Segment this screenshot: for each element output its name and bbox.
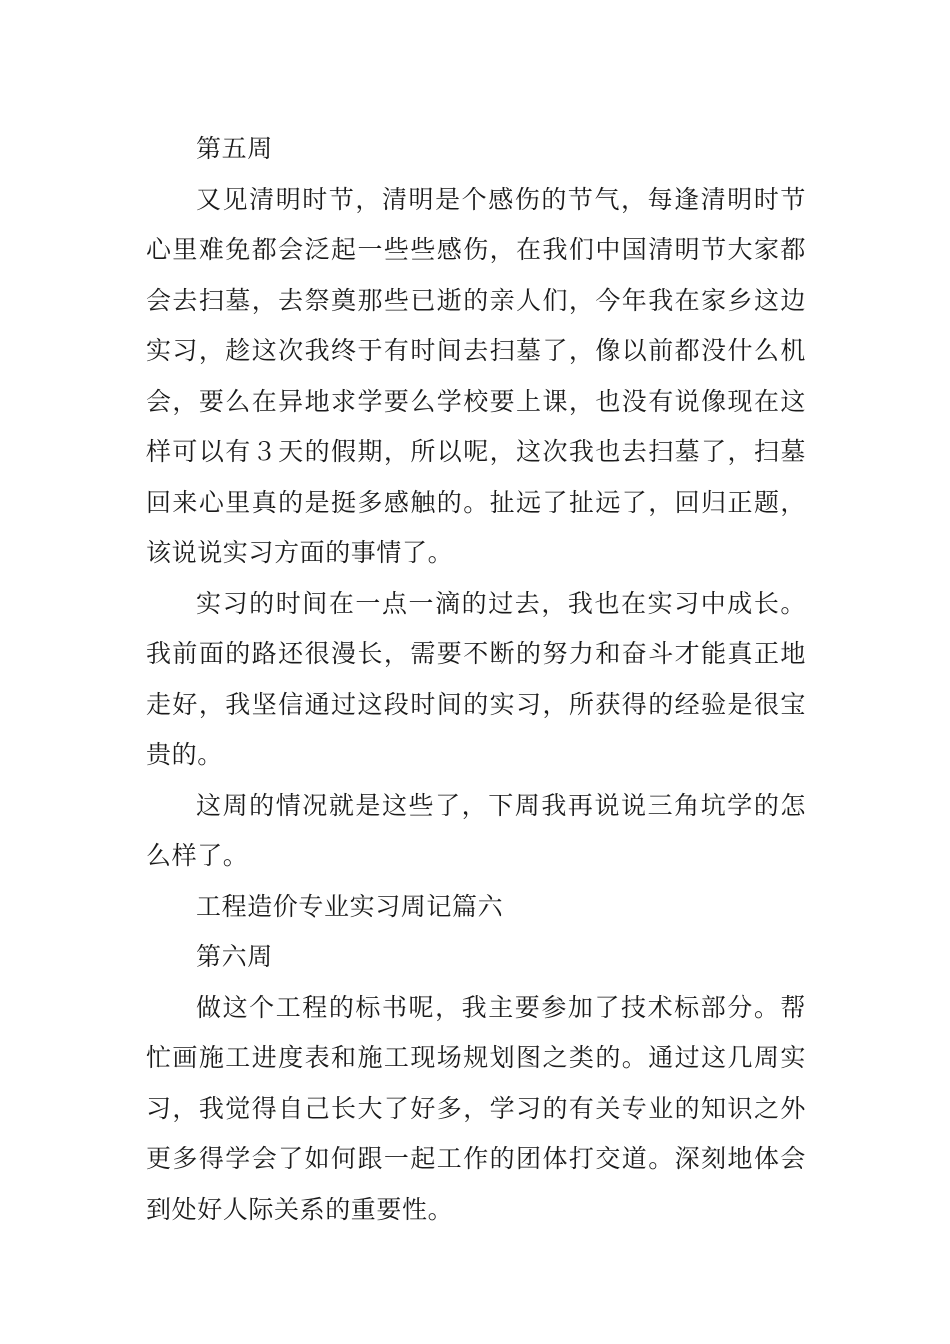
week5-paragraph-1: 又见清明时节，清明是个感伤的节气，每逢清明时节心里难免都会泛起一些些感伤，在我们中国清明节大家都会去扫墓，去祭奠那些已逝的亲人们，今年我在家乡这边实习，趁这次我终于有时间去扫墓了，像以前都没什么机会，要么在异地求学要么学校要上课，也没有说像现在这样可以有３天的假期，所以呢，这次我也去扫墓了，扫墓回来心里真的是挺多感触的。扯远了扯远了，回归正题，该说说实习方面的事情了。 — [146, 184, 806, 567]
week6-paragraph-1: 做这个工程的标书呢，我主要参加了技术标部分。帮忙画施工进度表和施工现场规划图之类的。通过这几周实习，我觉得自己长大了好多，学习的有关专业的知识之外更多得学会了如何跟一起工作的团体打交道。深刻地体会到处好人际关系的重要性。 — [146, 992, 806, 1224]
week5-heading: 第五周 — [196, 134, 273, 163]
week5-paragraph-3: 这周的情况就是这些了，下周我再说说三角坑学的怎么样了。 — [146, 790, 806, 870]
section6-title: 工程造价专业实习周记篇六 — [196, 891, 504, 921]
document-page — [146, 124, 806, 1235]
week5-paragraph-2: 实习的时间在一点一滴的过去，我也在实习中成长。我前面的路还很漫长，需要不断的努力和奋斗才能真正地走好，我坚信通过这段时间的实习，所获得的经验是很宝贵的。 — [146, 588, 806, 769]
week6-heading: 第六周 — [196, 942, 273, 971]
